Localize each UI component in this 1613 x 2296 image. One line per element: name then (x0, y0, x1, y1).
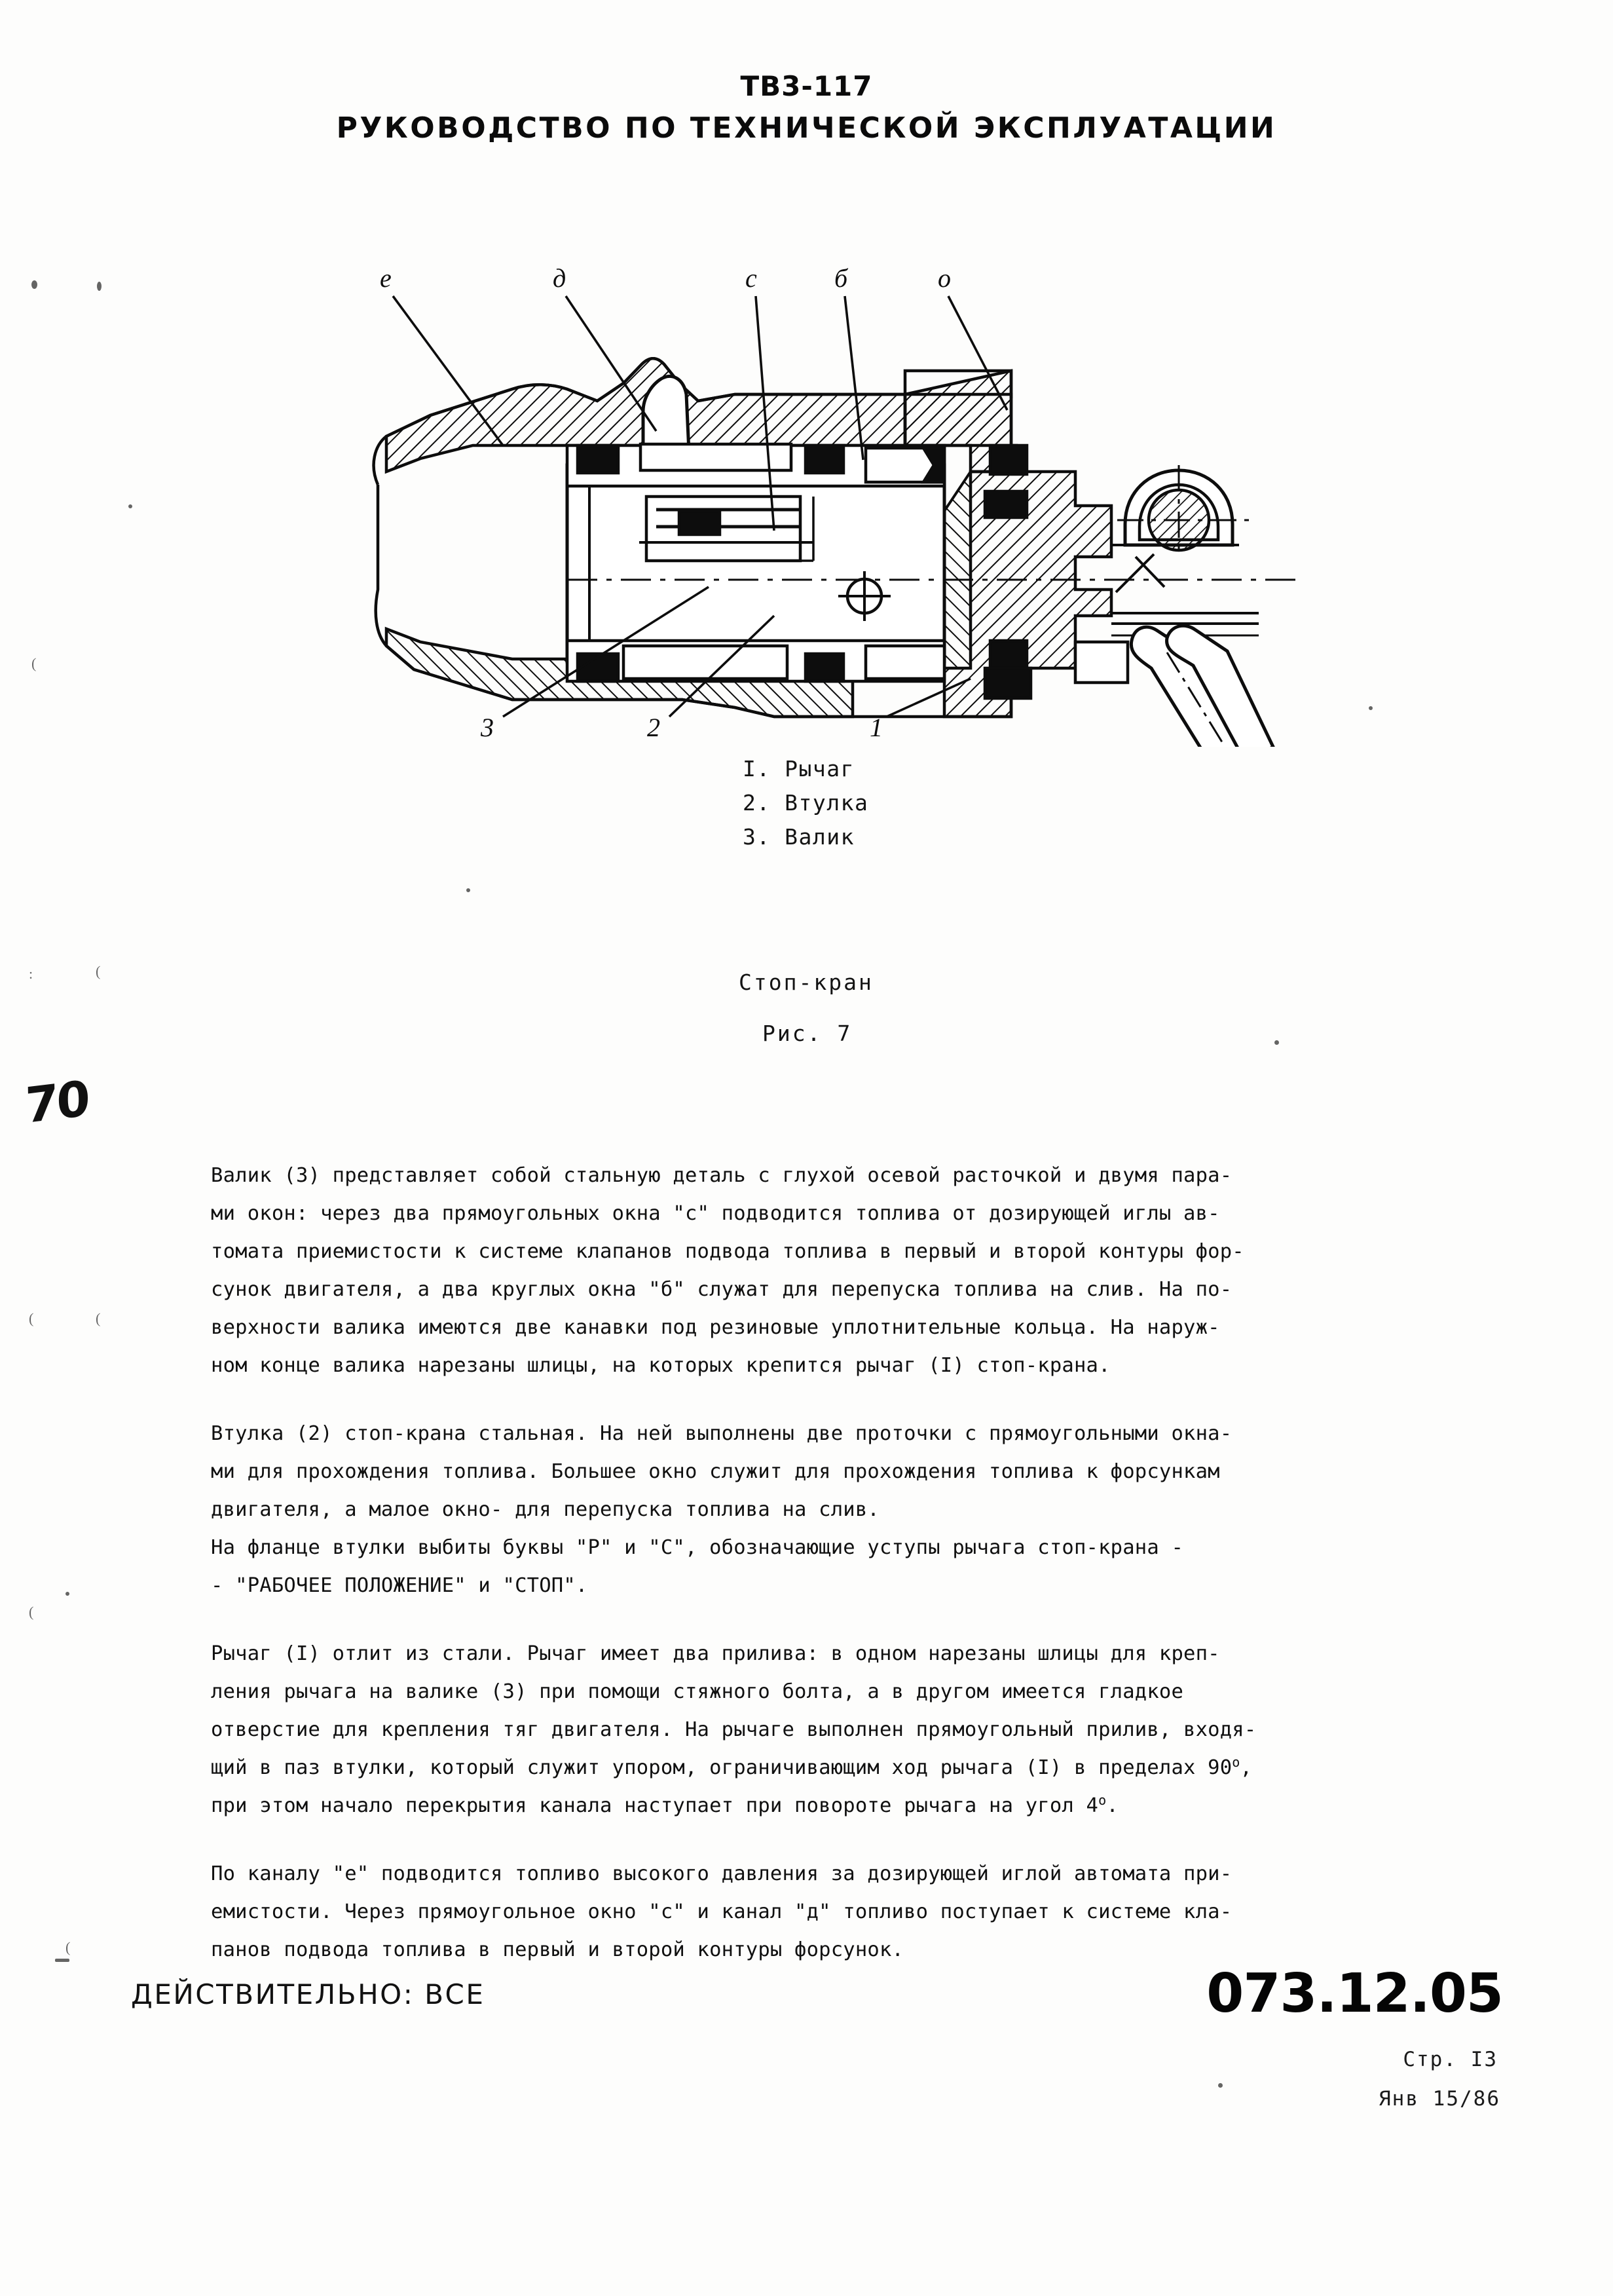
text-line: По каналу "е" подводится топливо высокого давления за дозирующей иглой автомата при- (211, 1862, 1233, 1885)
text-line: Рычаг (I) отлит из стали. Рычаг имеет два прилива: в одном нарезаны шлицы для креп- (211, 1642, 1220, 1665)
figure-callout-s: с (745, 263, 757, 293)
legend-item-2: 2. Втулка (743, 790, 869, 816)
degree-symbol: o (1232, 1754, 1240, 1770)
paragraph-rychag (211, 1635, 1475, 1825)
line-tail: , (1240, 1756, 1253, 1779)
text-line: ми окон: через два прямоугольных окна "с" подводится топлива от дозирующей иглы ав- (211, 1202, 1220, 1225)
figure-caption-number: Рис. 7 (762, 1021, 853, 1046)
figure-callout-e: е (379, 263, 392, 293)
figure-stop-cock (0, 249, 1613, 750)
handwritten-page-number: 70 (24, 1070, 89, 1135)
margin-mark: ( (29, 1604, 34, 1620)
scan-speck (1274, 1040, 1279, 1045)
figure-callout-1: 1 (869, 713, 883, 742)
text-line: ном конце валика нарезаны шлицы, на которых крепится рычаг (I) стоп-крана. (211, 1354, 1111, 1377)
margin-mark: ( (96, 963, 101, 979)
page-header (0, 71, 1613, 145)
text-line: верхности валика имеются две канавки под резиновые уплотнительные кольца. На наруж- (211, 1316, 1220, 1339)
figure-callout-3: 3 (480, 713, 494, 742)
scan-speck (65, 1592, 69, 1596)
margin-mark: ( (31, 655, 37, 671)
manual-title: РУКОВОДСТВО ПО ТЕХНИЧЕСКОЙ ЭКСПЛУАТАЦИИ (336, 111, 1277, 145)
revision-date-label: Янв 15/86 (1379, 2087, 1500, 2111)
margin-mark: : (29, 966, 33, 982)
degree-symbol: o (1098, 1792, 1107, 1808)
text-line: двигателя, а малое окно- для перепуска топлива на слив. (211, 1498, 880, 1521)
figure-drawing (0, 249, 1613, 750)
text-line: - "РАБОЧЕЕ ПОЛОЖЕНИЕ" и "СТОП". (211, 1574, 588, 1597)
figure-legend (743, 752, 868, 854)
figure-callout-o: о (937, 263, 951, 293)
stop-cock-sectional-drawing (316, 249, 1298, 747)
text-line: На фланце втулки выбиты буквы "Р" и "С", обозначающие уступы рычага стоп-крана - (211, 1536, 1184, 1559)
paragraph-kanal-e (211, 1855, 1475, 1969)
margin-mark: ( (65, 1939, 71, 1955)
text-line-with-degree (211, 1787, 1475, 1825)
scan-speck (1218, 2083, 1223, 2088)
figure-callout-d: д (552, 263, 566, 293)
scan-speck (466, 888, 470, 892)
figure-caption-name: Стоп-кран (739, 969, 874, 995)
margin-mark: ( (96, 1310, 101, 1327)
paragraph-vtulka (211, 1415, 1475, 1605)
text-line: томата приемистости к системе клапанов подвода топлива в первый и второй контуры фор- (211, 1240, 1244, 1263)
figure-callout-2: 2 (646, 713, 660, 742)
text-line: ления рычага на валике (3) при помощи стяжного болта, а в другом имеется гладкое (211, 1680, 1184, 1703)
text-line: Валик (3) представляет собой стальную деталь с глухой осевой расточкой и двумя пара- (211, 1164, 1233, 1187)
text-line: панов подвода топлива в первый и второй контуры форсунок. (211, 1938, 904, 1961)
document-code: 073.12.05 (1206, 1963, 1503, 2025)
text-line: отверстие для крепления тяг двигателя. На рычаге выполнен прямоугольный прилив, входя- (211, 1718, 1257, 1741)
text-line: ми для прохождения топлива. Большее окно служит для прохождения топлива к форсункам (211, 1460, 1220, 1483)
text-line-with-degree (211, 1749, 1475, 1787)
text-line: при этом начало перекрытия канала наступает при повороте рычага на угол 4 (211, 1794, 1099, 1817)
validity-statement: ДЕЙСТВИТЕЛЬНО: ВСЕ (131, 1978, 485, 2010)
page-number-label: Стр. I3 (1403, 2048, 1498, 2071)
legend-item-1: I. Рычаг (743, 756, 855, 781)
body-text (211, 1157, 1475, 1969)
line-tail: . (1106, 1794, 1119, 1817)
scan-speck (55, 1959, 69, 1962)
margin-mark: ( (29, 1310, 34, 1327)
text-line: сунок двигателя, а два круглых окна "б" служат для перепуска топлива на слив. На по- (211, 1278, 1233, 1301)
paragraph-valik (211, 1157, 1475, 1385)
text-line: емистости. Через прямоугольное окно "с" и канал "д" топливо поступает к системе кла- (211, 1900, 1233, 1923)
text-line: щий в паз втулки, который служит упором, ограничивающим ход рычага (I) в пределах 90 (211, 1756, 1233, 1779)
figure-callout-b: б (834, 263, 847, 293)
text-line: Втулка (2) стоп-крана стальная. На ней выполнены две проточки с прямоугольными окна- (211, 1422, 1233, 1445)
engine-model-title: ТВ3-117 (740, 70, 873, 102)
legend-item-3: 3. Валик (743, 824, 855, 850)
